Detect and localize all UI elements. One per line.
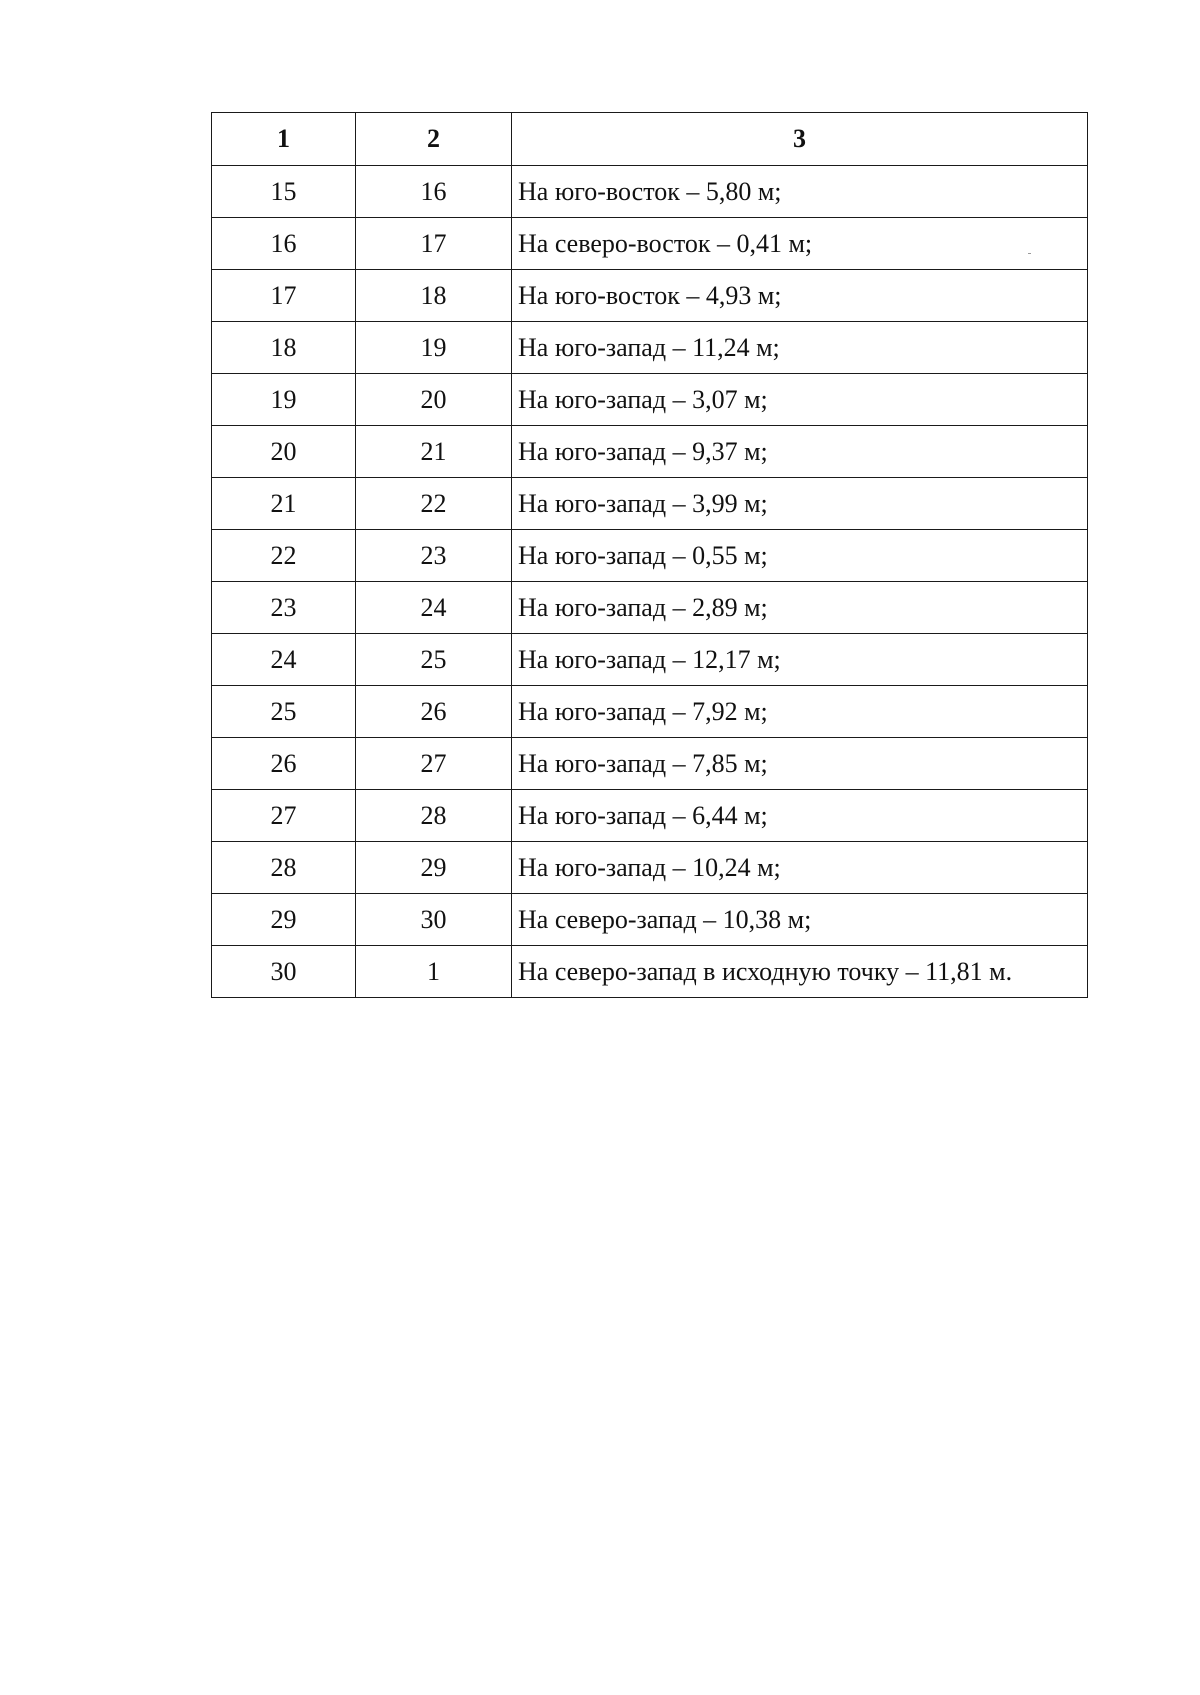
- table-row: [212, 426, 1088, 478]
- header-col-2: 2: [356, 113, 512, 166]
- to-point: 23: [356, 530, 512, 582]
- to-point: 19: [356, 322, 512, 374]
- table-row: [212, 322, 1088, 374]
- segment-description: На северо-запад в исходную точку – 11,81 м.: [512, 946, 1088, 998]
- table-row: [212, 842, 1088, 894]
- to-point: 21: [356, 426, 512, 478]
- segment-description: На юго-восток – 4,93 м;: [512, 270, 1088, 322]
- to-point: 27: [356, 738, 512, 790]
- table-row: [212, 790, 1088, 842]
- segment-description: На юго-запад – 2,89 м;: [512, 582, 1088, 634]
- table-row: [212, 634, 1088, 686]
- segment-description: На юго-запад – 7,85 м;: [512, 738, 1088, 790]
- header-col-1: 1: [212, 113, 356, 166]
- from-point: 20: [212, 426, 356, 478]
- segment-description: На юго-запад – 7,92 м;: [512, 686, 1088, 738]
- from-point: 15: [212, 166, 356, 218]
- segment-description: На северо-восток – 0,41 м;: [512, 218, 1088, 270]
- segment-description: На юго-запад – 3,99 м;: [512, 478, 1088, 530]
- table-row: [212, 582, 1088, 634]
- to-point: 25: [356, 634, 512, 686]
- table-row: [212, 686, 1088, 738]
- to-point: 20: [356, 374, 512, 426]
- from-point: 30: [212, 946, 356, 998]
- from-point: 28: [212, 842, 356, 894]
- from-point: 21: [212, 478, 356, 530]
- segment-description: На юго-запад – 0,55 м;: [512, 530, 1088, 582]
- from-point: 24: [212, 634, 356, 686]
- to-point: 28: [356, 790, 512, 842]
- to-point: 17: [356, 218, 512, 270]
- header-row: [212, 113, 1088, 166]
- segment-description: На юго-запад – 3,07 м;: [512, 374, 1088, 426]
- table-header: [212, 113, 1088, 166]
- to-point: 18: [356, 270, 512, 322]
- segment-description: На юго-запад – 10,24 м;: [512, 842, 1088, 894]
- from-point: 22: [212, 530, 356, 582]
- from-point: 25: [212, 686, 356, 738]
- to-point: 16: [356, 166, 512, 218]
- to-point: 30: [356, 894, 512, 946]
- to-point: 24: [356, 582, 512, 634]
- scan-speck: [1028, 253, 1031, 254]
- from-point: 19: [212, 374, 356, 426]
- segment-description: На юго-запад – 6,44 м;: [512, 790, 1088, 842]
- header-col-3: 3: [512, 113, 1088, 166]
- to-point: 26: [356, 686, 512, 738]
- table-row: [212, 946, 1088, 998]
- table-row: [212, 530, 1088, 582]
- to-point: 29: [356, 842, 512, 894]
- table-row: [212, 478, 1088, 530]
- to-point: 1: [356, 946, 512, 998]
- segment-description: На юго-запад – 12,17 м;: [512, 634, 1088, 686]
- boundary-description-table: [211, 112, 1088, 998]
- table-row: [212, 166, 1088, 218]
- to-point: 22: [356, 478, 512, 530]
- from-point: 18: [212, 322, 356, 374]
- segment-description: На юго-восток – 5,80 м;: [512, 166, 1088, 218]
- from-point: 16: [212, 218, 356, 270]
- table-row: [212, 374, 1088, 426]
- table-body: [212, 166, 1088, 998]
- from-point: 17: [212, 270, 356, 322]
- from-point: 23: [212, 582, 356, 634]
- table-row: [212, 218, 1088, 270]
- from-point: 26: [212, 738, 356, 790]
- table-row: [212, 894, 1088, 946]
- from-point: 29: [212, 894, 356, 946]
- table-row: [212, 738, 1088, 790]
- from-point: 27: [212, 790, 356, 842]
- segment-description: На юго-запад – 11,24 м;: [512, 322, 1088, 374]
- segment-description: На юго-запад – 9,37 м;: [512, 426, 1088, 478]
- segment-description: На северо-запад – 10,38 м;: [512, 894, 1088, 946]
- table-row: [212, 270, 1088, 322]
